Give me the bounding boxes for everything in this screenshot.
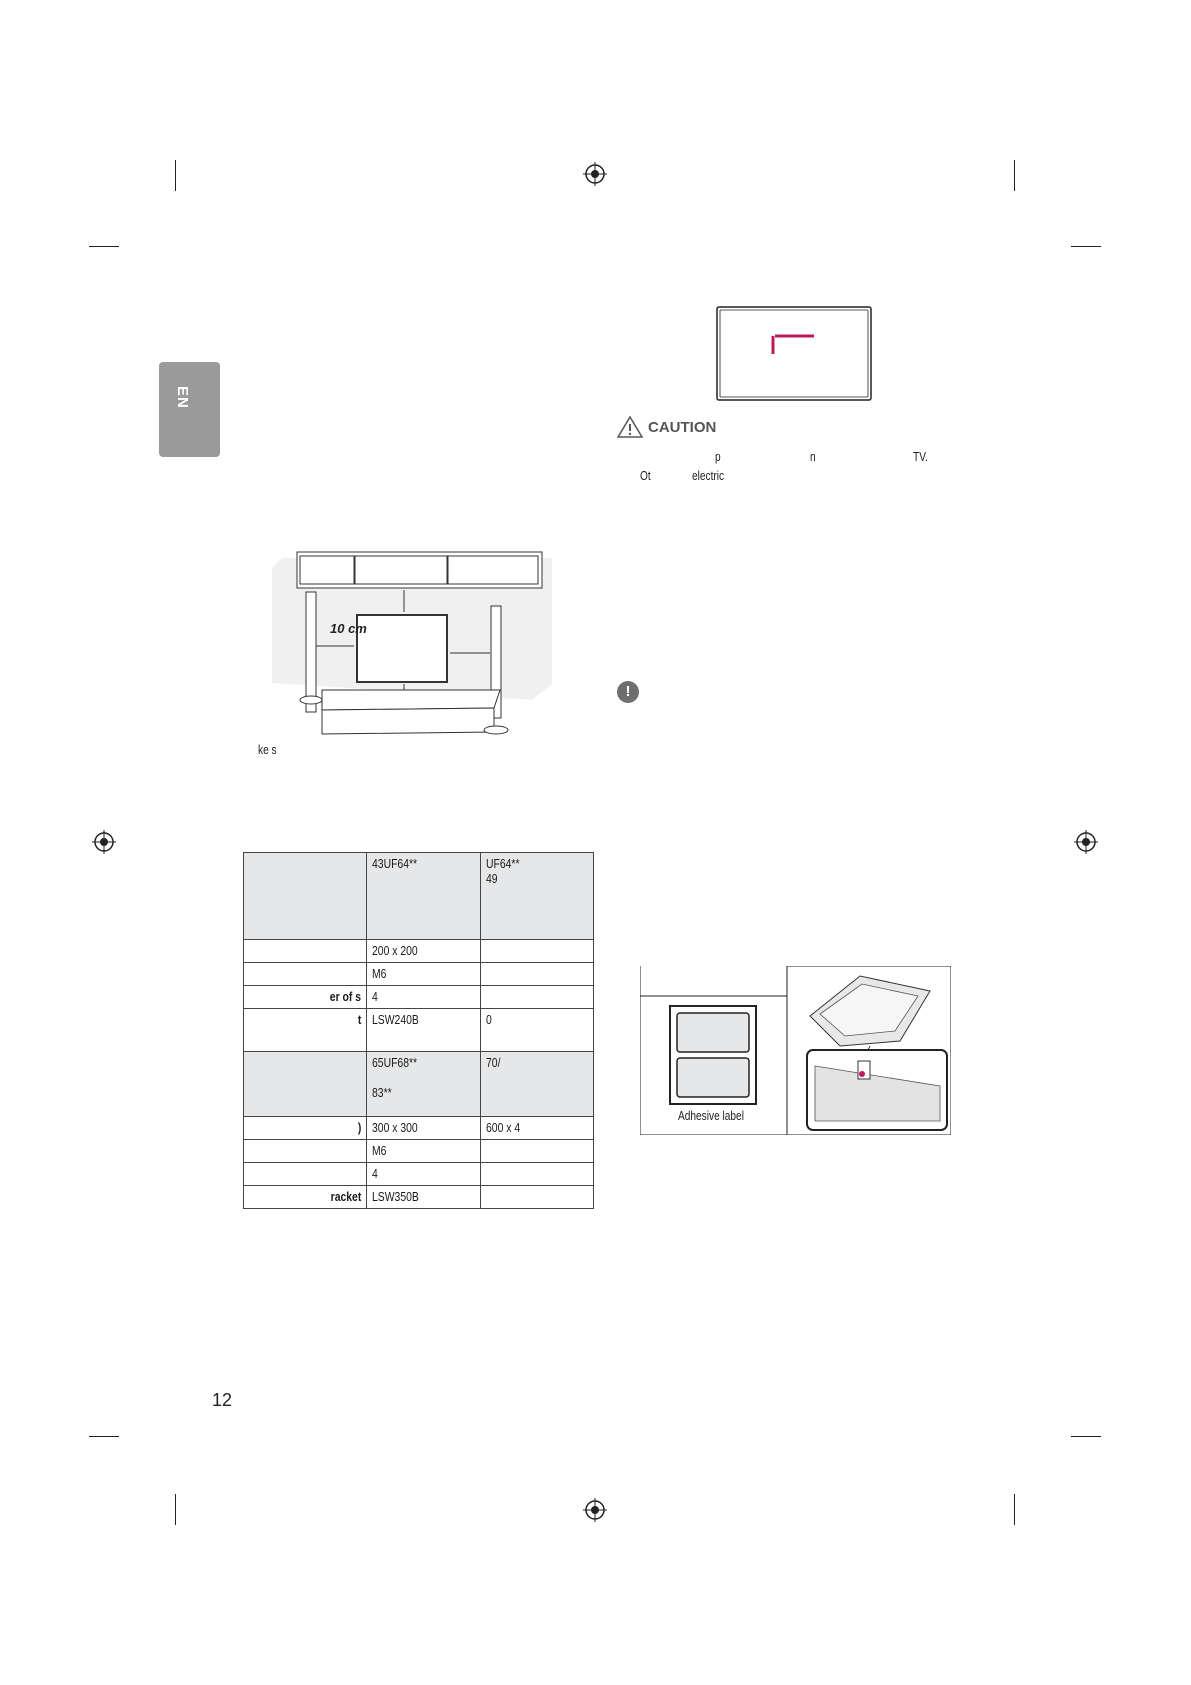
table-cell: LSW350B xyxy=(367,1186,481,1209)
crop-mark xyxy=(89,246,119,247)
crop-mark xyxy=(175,1494,176,1525)
caution-text-fragment: electric xyxy=(692,468,725,483)
wall-mount-clearance-diagram xyxy=(272,548,558,740)
warning-triangle-icon xyxy=(616,415,644,439)
table-row xyxy=(244,940,594,963)
table-row xyxy=(244,1140,594,1163)
note-icon: ! xyxy=(617,681,639,703)
table-cell: 300 x 300 xyxy=(367,1117,481,1140)
table-cell: racket xyxy=(244,1186,367,1209)
table-row xyxy=(244,1009,594,1052)
language-tab-label: EN xyxy=(174,386,191,409)
table-cell: UF64** 49 xyxy=(481,853,594,940)
table-cell xyxy=(244,853,367,940)
table-cell: ) xyxy=(244,1117,367,1140)
crop-mark xyxy=(1071,246,1101,247)
table-cell xyxy=(244,963,367,986)
caution-label: CAUTION xyxy=(648,418,717,436)
table-cell xyxy=(244,940,367,963)
table-row xyxy=(244,1186,594,1209)
table-cell xyxy=(481,1186,594,1209)
table-row xyxy=(244,963,594,986)
table-cell xyxy=(481,1140,594,1163)
table-cell xyxy=(244,1163,367,1186)
table-cell xyxy=(481,963,594,986)
registration-mark-icon xyxy=(583,1498,607,1522)
page-number: 12 xyxy=(212,1390,233,1410)
table-cell xyxy=(481,986,594,1009)
table-cell: 600 x 4 xyxy=(481,1117,594,1140)
table-cell: 65UF68** 83** xyxy=(367,1052,481,1117)
diagram-caption: ke s xyxy=(258,742,277,757)
table-cell xyxy=(244,1140,367,1163)
table-cell xyxy=(481,1163,594,1186)
caution-heading xyxy=(616,415,716,439)
wall-mount-spec-table xyxy=(243,852,594,1209)
table-row xyxy=(244,853,594,940)
crop-mark xyxy=(1014,160,1015,191)
adhesive-label-caption: Adhesive label xyxy=(678,1108,744,1123)
registration-mark-icon xyxy=(1074,830,1098,854)
table-cell: t xyxy=(244,1009,367,1052)
crop-mark xyxy=(89,1436,119,1437)
crop-mark xyxy=(175,160,176,191)
crop-mark xyxy=(1014,1494,1015,1525)
table-row xyxy=(244,1163,594,1186)
language-tab xyxy=(159,362,220,457)
table-row xyxy=(244,1117,594,1140)
clearance-label: 10 cm xyxy=(330,621,367,636)
adhesive-label-figure xyxy=(640,966,951,1135)
table-cell: LSW240B xyxy=(367,1009,481,1052)
table-cell: 4 xyxy=(367,1163,481,1186)
crop-mark xyxy=(1071,1436,1101,1437)
caution-text-fragment: TV. xyxy=(913,449,928,464)
caution-text-fragment: Ot xyxy=(640,468,651,483)
tv-back-figure xyxy=(716,306,872,401)
table-row xyxy=(244,1052,594,1117)
table-cell: 70/ xyxy=(481,1052,594,1117)
caution-text-fragment: n xyxy=(810,449,816,464)
table-cell: M6 xyxy=(367,1140,481,1163)
registration-mark-icon xyxy=(92,830,116,854)
table-cell: 200 x 200 xyxy=(367,940,481,963)
table-cell: 4 xyxy=(367,986,481,1009)
table-cell xyxy=(244,1052,367,1117)
table-cell: 43UF64** xyxy=(367,853,481,940)
table-cell: 0 xyxy=(481,1009,594,1052)
table-row xyxy=(244,986,594,1009)
table-cell: M6 xyxy=(367,963,481,986)
table-cell: er of s xyxy=(244,986,367,1009)
table-cell xyxy=(481,940,594,963)
caution-text-fragment: p xyxy=(715,449,721,464)
registration-mark-icon xyxy=(583,162,607,186)
